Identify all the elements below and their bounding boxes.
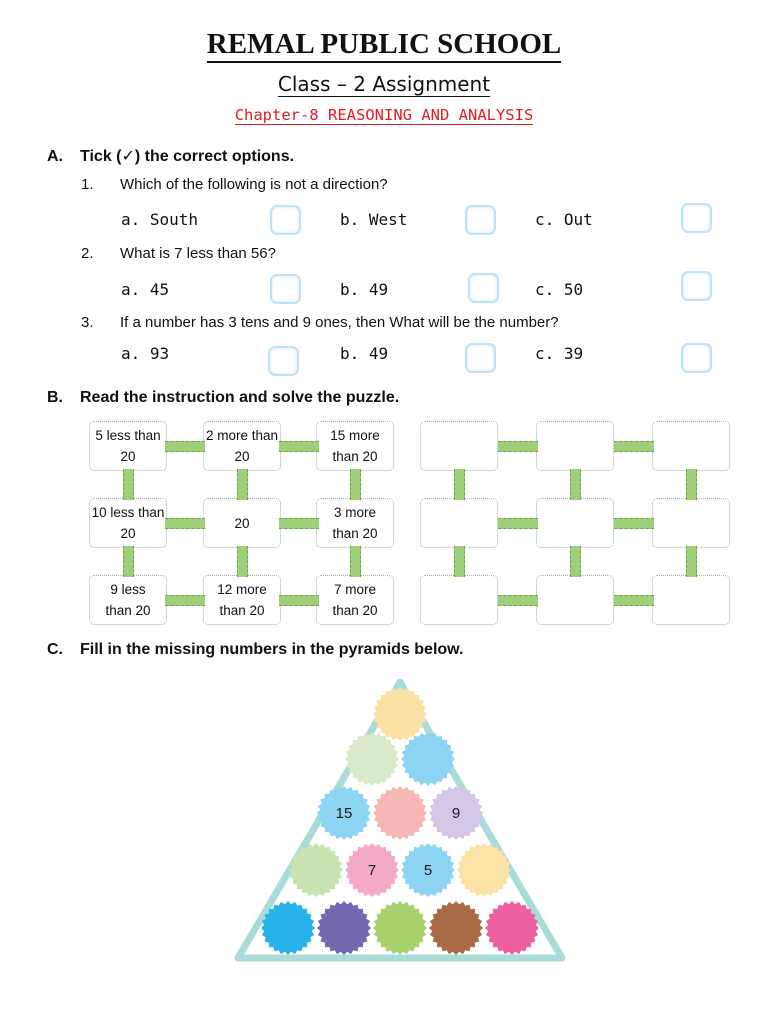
puzzle-connector [614, 441, 654, 452]
pyramid-badge[interactable] [261, 901, 315, 955]
puzzle-connector [686, 469, 697, 500]
puzzle-center-cell: 20 [203, 498, 281, 548]
class-title: Class – 2 Assignment [277, 72, 491, 96]
puzzle-answer-cell[interactable] [420, 498, 498, 548]
puzzle-connector [237, 469, 248, 500]
puzzle-clue-cell: 12 more than 20 [203, 575, 281, 625]
q1-tickbox-b[interactable] [465, 205, 496, 235]
puzzle-connector [614, 595, 654, 606]
puzzle-connector [165, 441, 205, 452]
puzzle-connector [686, 546, 697, 577]
puzzle-clue-cell: 15 more than 20 [316, 421, 394, 471]
pyramid-badge[interactable] [401, 732, 455, 786]
pyramid-badge[interactable] [457, 843, 511, 897]
puzzle-clue-cell: 2 more than 20 [203, 421, 281, 471]
puzzle-connector [279, 518, 319, 529]
q3-tickbox-c[interactable] [681, 343, 712, 373]
puzzle-connector [165, 595, 205, 606]
puzzle-connector [279, 595, 319, 606]
puzzle-answer-cell[interactable] [420, 575, 498, 625]
section-a-heading: A. Tick (✓) the correct options. [47, 148, 295, 165]
chapter-title: Chapter-8 REASONING AND ANALYSIS [234, 106, 534, 124]
puzzle-connector [350, 546, 361, 577]
puzzle-connector [570, 546, 581, 577]
q1-option-a: a. South [121, 210, 199, 229]
q3-tickbox-b[interactable] [465, 343, 496, 373]
puzzle-connector [614, 518, 654, 529]
q1-tickbox-c[interactable] [681, 203, 712, 233]
puzzle-connector [454, 546, 465, 577]
q3-tickbox-a[interactable] [268, 346, 299, 376]
pyramid-badge[interactable] [373, 786, 427, 840]
q2-option-a: a. 45 [121, 280, 170, 299]
q2-option-c: c. 50 [535, 280, 584, 299]
pyramid-badge[interactable] [485, 901, 539, 955]
puzzle-answer-cell[interactable] [536, 421, 614, 471]
puzzle-connector [237, 546, 248, 577]
section-c-heading: C. Fill in the missing numbers in the pyramids below. [47, 641, 464, 658]
question-2: 2. What is 7 less than 56? [81, 245, 276, 262]
puzzle-clue-cell: 9 less than 20 [89, 575, 167, 625]
puzzle-connector [498, 518, 538, 529]
puzzle-connector [570, 469, 581, 500]
puzzle-connector [350, 469, 361, 500]
q1-tickbox-a[interactable] [270, 205, 301, 235]
q1-option-b: b. West [340, 210, 408, 229]
puzzle-answer-cell[interactable] [652, 498, 730, 548]
puzzle-answer-cell[interactable] [652, 575, 730, 625]
puzzle-answer-cell[interactable] [420, 421, 498, 471]
question-1: 1. Which of the following is not a direction? [81, 176, 388, 193]
question-3: 3. If a number has 3 tens and 9 ones, then What will be the number? [81, 314, 559, 331]
pyramid-number: 15 [335, 805, 353, 822]
number-pyramid [232, 676, 568, 968]
q1-option-c: c. Out [535, 210, 593, 229]
section-b-heading: B. Read the instruction and solve the puzzle. [47, 389, 400, 406]
school-name: REMAL PUBLIC SCHOOL [0, 28, 768, 61]
pyramid-number: 9 [451, 805, 461, 822]
q3-option-a: a. 93 [121, 344, 170, 363]
puzzle-answer-cell[interactable] [536, 575, 614, 625]
puzzle-connector [123, 469, 134, 500]
q2-option-b: b. 49 [340, 280, 389, 299]
pyramid-number: 7 [367, 862, 377, 879]
puzzle-answer-cell[interactable] [536, 498, 614, 548]
puzzle-clue-cell: 10 less than 20 [89, 498, 167, 548]
puzzle-connector [498, 595, 538, 606]
q2-tickbox-b[interactable] [468, 273, 499, 303]
puzzle-connector [165, 518, 205, 529]
pyramid-badge[interactable] [317, 901, 371, 955]
q2-tickbox-c[interactable] [681, 271, 712, 301]
pyramid-badge[interactable] [289, 843, 343, 897]
puzzle-connector [454, 469, 465, 500]
puzzle-clue-cell: 5 less than 20 [89, 421, 167, 471]
puzzle-answer-cell[interactable] [652, 421, 730, 471]
q2-tickbox-a[interactable] [270, 274, 301, 304]
puzzle-clue-cell: 7 more than 20 [316, 575, 394, 625]
pyramid-badge[interactable] [373, 687, 427, 741]
pyramid-number: 5 [423, 862, 433, 879]
pyramid-badge[interactable] [345, 732, 399, 786]
pyramid-badge[interactable] [373, 901, 427, 955]
puzzle-connector [498, 441, 538, 452]
puzzle-clue-cell: 3 more than 20 [316, 498, 394, 548]
pyramid-badge[interactable] [429, 901, 483, 955]
puzzle-connector [279, 441, 319, 452]
q3-option-b: b. 49 [340, 344, 389, 363]
q3-option-c: c. 39 [535, 344, 584, 363]
puzzle-connector [123, 546, 134, 577]
